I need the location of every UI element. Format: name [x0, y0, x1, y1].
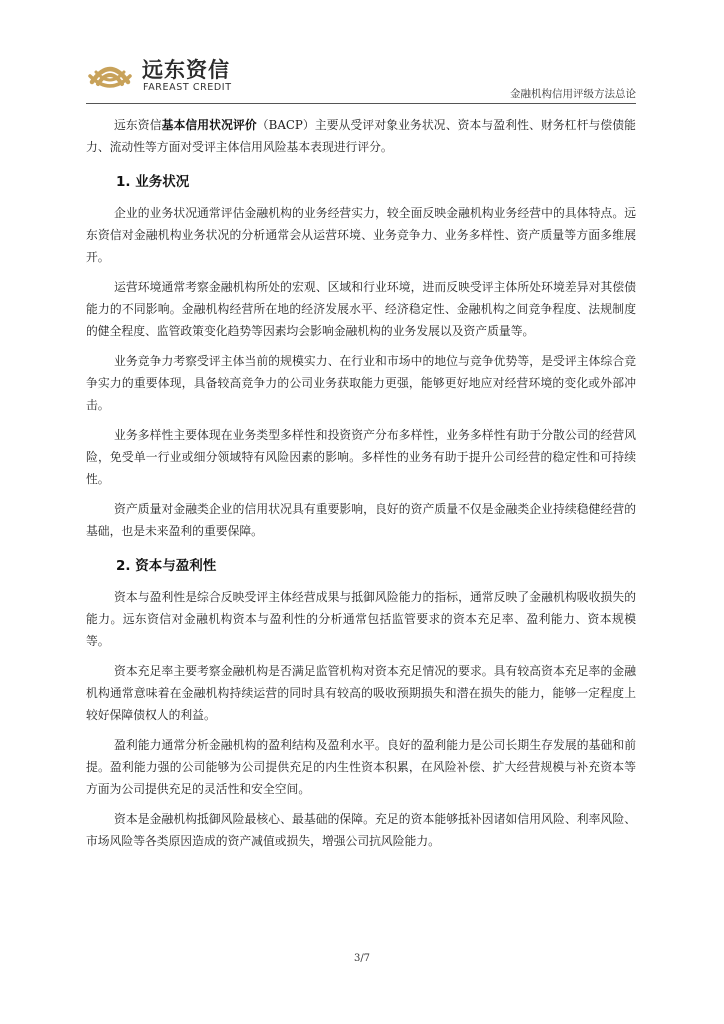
document-body [86, 114, 636, 860]
capital-paragraph: 资本是金融机构抵御风险最核心、最基础的保障。充足的资本能够抵补因诸如信用风险、利率风险、市场风险等各类原因造成的资产减值或损失，增强公司抗风险能力。 [86, 812, 636, 848]
intro-paragraph [86, 114, 636, 158]
intro-suffix: （BACP）主要从受评对象业务状况、资本与盈利性、财务杠杆与偿债能力、流动性等方面对受评主体信用风险基本表现进行评分。 [86, 118, 636, 154]
page-number: 3/7 [353, 953, 371, 964]
capital-paragraph: 资本充足率主要考察金融机构是否满足监管机构对资本充足情况的要求。具有较高资本充足率的金融机构通常意味着在金融机构持续运营的同时具有较高的吸收预期损失和潜在损失的能力，能够一定程度上较好保障债权人的利益。 [86, 664, 636, 722]
intro-prefix: 远东资信 [114, 118, 162, 132]
business-paragraph: 运营环境通常考察金融机构所处的宏观、区域和行业环境，进而反映受评主体所处环境差异对其偿债能力的不同影响。金融机构经营所在地的经济发展水平、经济稳定性、金融机构之间竞争程度、法规制度的健全程度、监管政策变化趋势等因素均会影响金融机构的业务发展以及资产质量等。 [86, 280, 636, 338]
page-header [86, 50, 636, 104]
section-heading-business: 1. 业务状况 [116, 174, 190, 190]
capital-paragraph: 资本与盈利性是综合反映受评主体经营成果与抵御风险能力的指标，通常反映了金融机构吸收损失的能力。远东资信对金融机构资本与盈利性的分析通常包括监管要求的资本充足率、盈利能力、资本规模等。 [86, 590, 636, 648]
business-paragraph: 业务多样性主要体现在业务类型多样性和投资资产分布多样性，业务多样性有助于分散公司的经营风险，免受单一行业或细分领域特有风险因素的影响。多样性的业务有助于提升公司经营的稳定性和可持续性。 [86, 428, 636, 486]
logo-english-name: FAREAST CREDIT [143, 82, 232, 93]
business-paragraph: 资产质量对金融类企业的信用状况具有重要影响，良好的资产质量不仅是金融类企业持续稳健经营的基础，也是未来盈利的重要保障。 [86, 502, 636, 538]
intro-term: 基本信用状况评价 [161, 118, 257, 132]
business-paragraph: 企业的业务状况通常评估金融机构的业务经营实力，较全面反映金融机构业务经营中的具体特点。远东资信对金融机构业务状况的分析通常会从运营环境、业务竞争力、业务多样性、资产质量等方面多维展开。 [86, 206, 636, 264]
capital-paragraph: 盈利能力通常分析金融机构的盈利结构及盈利水平。良好的盈利能力是公司长期生存发展的基础和前提。盈利能力强的公司能够为公司提供充足的内生性资本积累，在风险补偿、扩大经营规模与补充资本等方面为公司提供充足的灵活性和安全空间。 [86, 738, 636, 796]
fareast-logo-icon [86, 52, 134, 96]
section-heading-capital: 2. 资本与盈利性 [116, 558, 217, 574]
document-title: 金融机构信用评级方法总论 [510, 88, 636, 100]
business-paragraph: 业务竞争力考察受评主体当前的规模实力、在行业和市场中的地位与竞争优势等，是受评主体综合竞争实力的重要体现，具备较高竞争力的公司业务获取能力更强，能够更好地应对经营环境的变化或外部冲击。 [86, 354, 636, 412]
logo-chinese-name: 远东资信 [142, 58, 230, 82]
header-divider [86, 103, 636, 104]
